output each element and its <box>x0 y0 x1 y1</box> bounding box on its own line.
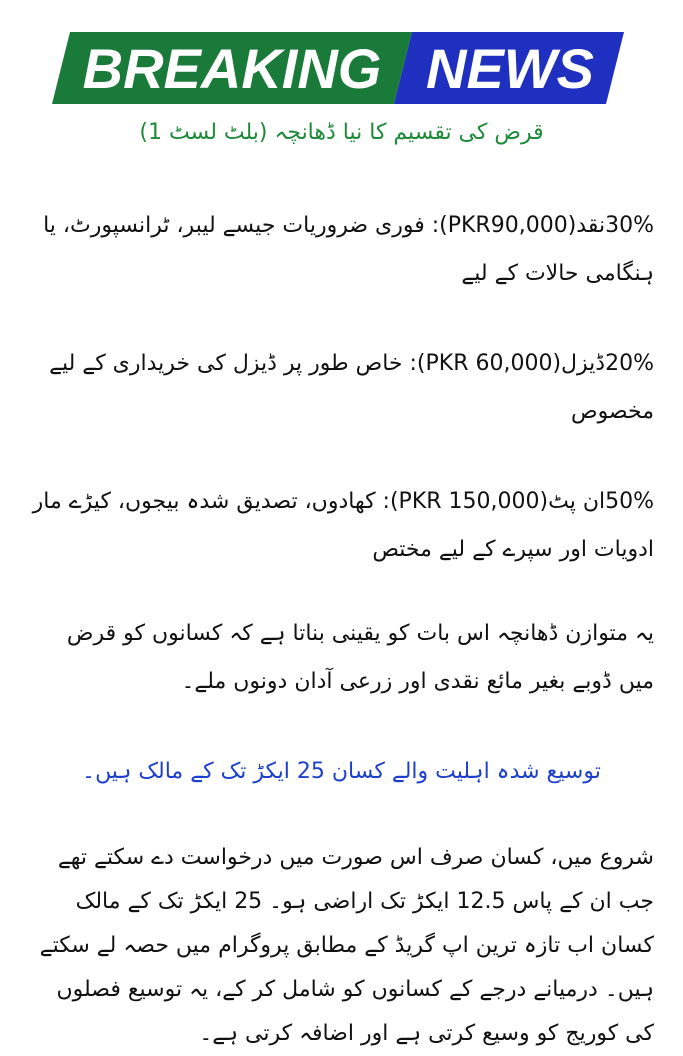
summary-paragraph: یہ متوازن ڈھانچہ اس بات کو یقینی بناتا ہے کہ کسانوں کو قرض میں ڈوبے بغیر مائع نقدی اور زرعی آدان دونوں ملے۔ <box>66 621 654 694</box>
bullet-text: : کھادوں، تصدیق شدہ بیجوں، کیڑے مار ادویات اور سپرے کے لیے مختص <box>32 489 654 562</box>
bullet-label: نقد <box>576 213 606 238</box>
eligibility-highlight: توسیع شدہ اہلیت والے کسان 25 ایکڑ تک کے مالک ہیں۔ <box>82 759 601 784</box>
breaking-news-banner <box>52 32 624 104</box>
bullet-amount: (PKR90,000) <box>439 213 577 238</box>
bullet-percent: 50% <box>605 489 654 514</box>
breaking-news-graphic <box>52 32 624 104</box>
final-paragraph: شروع میں، کسان صرف اس صورت میں درخواست دے سکتے تھے جب ان کے پاس 12.5 ایکڑ تک اراضی ہو۔ 25 ایکڑ تک کے مالک کسان اب تازہ ترین اپ گریڈ کے مطابق پروگرام میں حصہ لے سکتے ہیں۔ درمیانے درجے کے کسانوں کو شامل کر کے، یہ توسیع فصلوں کی کوریج کو وسیع کرتی ہے اور اضافہ کرتی ہے۔ <box>39 845 654 1046</box>
bullet-text: : خاص طور پر ڈیزل کی خریداری کے لیے مخصوص <box>49 351 654 424</box>
bullet-percent: 20% <box>605 351 654 376</box>
bullet-amount: (PKR 150,000) <box>389 489 549 514</box>
bullet-label: ڈیزل <box>561 351 606 376</box>
bullet-item-inputs <box>28 478 654 574</box>
bullet-amount: (PKR 60,000) <box>416 351 562 376</box>
banner-word-breaking: BREAKING <box>82 37 382 100</box>
bullet-item-diesel <box>28 340 654 436</box>
banner-word-news: NEWS <box>426 37 594 100</box>
page-subtitle: قرض کی تقسیم کا نیا ڈھانچہ (بلٹ لسٹ 1) <box>139 120 544 145</box>
bullet-text: : فوری ضروریات جیسے لیبر، ٹرانسپورٹ، یا ہنگامی حالات کے لیے <box>43 213 654 286</box>
bullet-item-cash <box>28 202 654 298</box>
bullet-percent: 30% <box>605 213 654 238</box>
bullet-label: ان پٹ <box>548 489 606 514</box>
